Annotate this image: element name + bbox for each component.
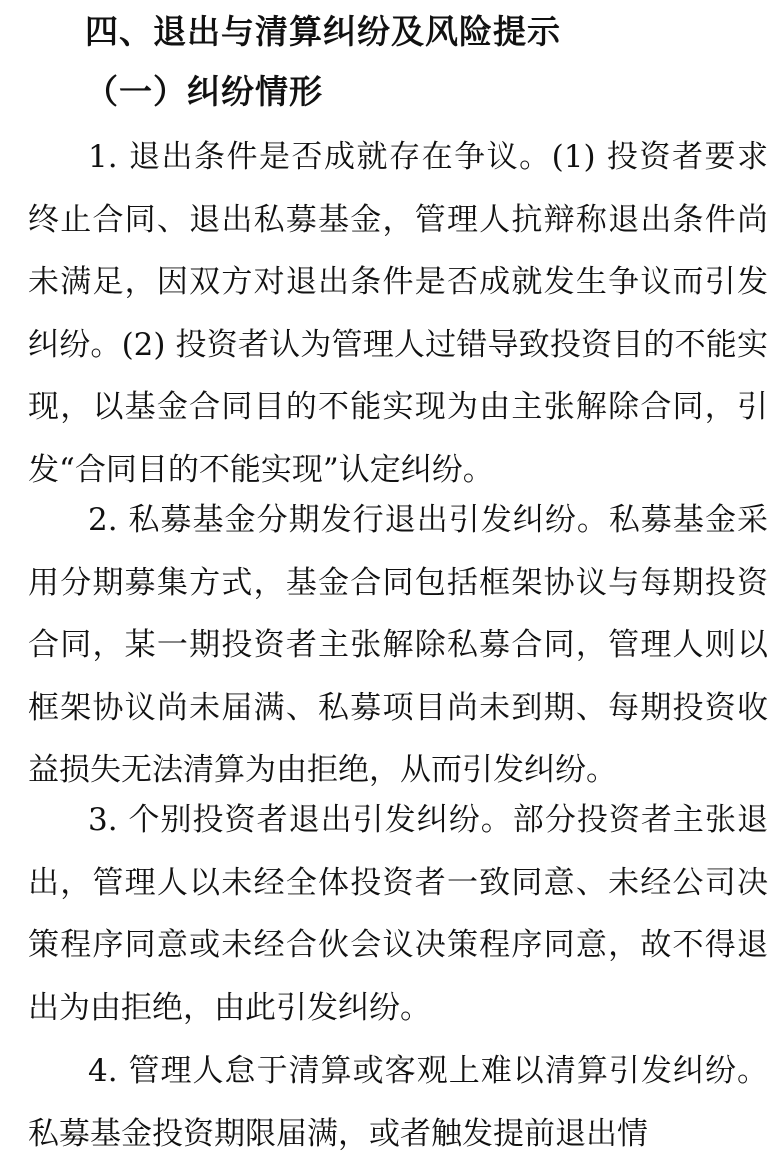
section-heading: 四、退出与清算纠纷及风险提示 xyxy=(85,12,561,51)
paragraph-2: 2. 私募基金分期发行退出引发纠纷。私募基金采用分期募集方式，基金合同包括框架协议与每期投资合同，某一期投资者主张解除私募合同，管理人则以框架协议尚未届满、私募项目尚未到期、每期投资收益损失无法清算为由拒绝，从而引发纠纷。 xyxy=(28,502,768,788)
paragraph-1: 1. 退出条件是否成就存在争议。(1) 投资者要求终止合同、退出私募基金，管理人抗辩称退出条件尚未满足，因双方对退出条件是否成就发生争议而引发纠纷。(2) 投资者认为管理人过错导致投资目的不能实现，以基金合同目的不能实现为由主张解除合同，引发“合同目的不能实现”认定纠纷。 xyxy=(28,139,768,488)
paragraph-4: 4. 管理人怠于清算或客观上难以清算引发纠纷。私募基金投资期限届满，或者触发提前退出情 xyxy=(28,1053,768,1152)
paragraph-3: 3. 个别投资者退出引发纠纷。部分投资者主张退出，管理人以未经全体投资者一致同意、未经公司决策程序同意或未经合伙会议决策程序同意，故不得退出为由拒绝，由此引发纠纷。 xyxy=(28,802,768,1026)
subsection-heading: （一）纠纷情形 xyxy=(85,72,323,111)
